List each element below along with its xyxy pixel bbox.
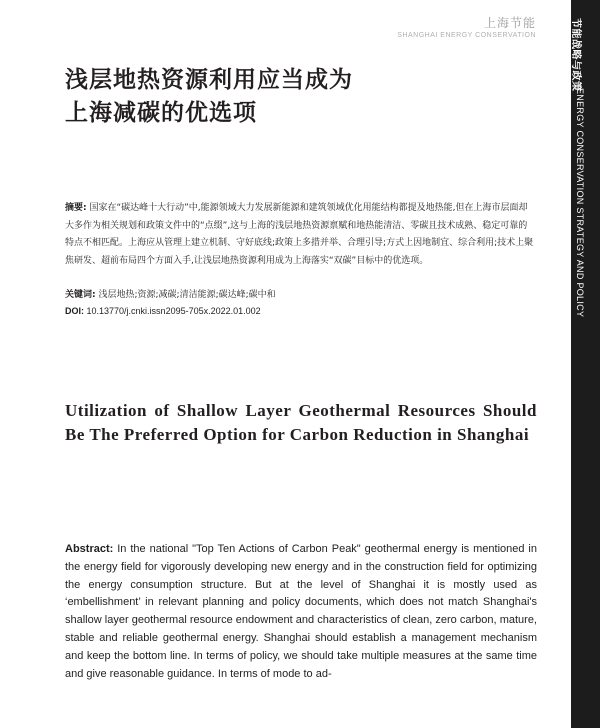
article-title-cn-line2: 上海减碳的优选项 [65, 99, 257, 126]
doi [65, 303, 535, 319]
article-title-cn [65, 63, 505, 129]
abstract-cn [65, 200, 535, 270]
keywords [65, 287, 535, 303]
abstract-text-en: In the national "Top Ten Actions of Carbon Peak" geothermal energy is mentioned in the energy field for vigorously developing new energy and in the construction field for optimizing the energy consumption structure. But at the level of Shanghai it is mostly used as ‘embellishment’ in relevant planning and policy documents, which does not match Shanghai's shallow layer geothermal resource endowment and characteristics of clean, zero carbon, mature, stable and reliable geothermal energy. Shanghai should establish a management mechanism and keep the bottom line. In terms of policy, we should take multiple measures at the same time and give reasonable guidance. In terms of mode to ad- [65, 543, 537, 680]
journal-section-en: SHANGHAI ENERGY CONSERVATION [397, 32, 536, 39]
abstract-en [65, 541, 537, 683]
article-title-cn-line1: 浅层地热资源利用应当成为 [65, 66, 353, 93]
keywords-label: 关键词: [65, 290, 96, 300]
article-title-en: Utilization of Shallow Layer Geothermal Resources Should Be The Preferred Option for Carbon Reduction in Shanghai [65, 401, 537, 444]
side-tab-label-en: ENERGY CONSERVATION STRATEGY AND POLICY [575, 88, 585, 318]
journal-section-cn: 上海节能 [483, 16, 536, 30]
side-tab-label-cn: 节能战略与政策 [570, 18, 581, 92]
doi-label: DOI: [65, 306, 84, 316]
doi-value: 10.13770/j.cnki.issn2095-705x.2022.01.002 [86, 306, 261, 316]
abstract-label-en: Abstract: [65, 543, 114, 555]
abstract-text-cn: 国家在“碳达峰十大行动”中,能源领域大力发展新能源和建筑领域优化用能结构都提及地热能,但在上海市层面却大多作为相关规划和政策文件中的“点缀”,这与上海的浅层地热资源禀赋和地热能清洁、零碳且技术成熟、稳定可靠的特点不相匹配。上海应从管理上建立机制、守好底线;政策上多措并举、合理引导;方式上因地制宜、综合利用;技术上聚焦研发、超前布局四个方面入手,让浅层地热资源利用成为上海落实“双碳”目标中的优选项。 [65, 203, 534, 266]
abstract-label-cn: 摘要: [65, 203, 87, 213]
keywords-text: 浅层地热;资源;减碳;清洁能源;碳达峰;碳中和 [98, 290, 276, 300]
